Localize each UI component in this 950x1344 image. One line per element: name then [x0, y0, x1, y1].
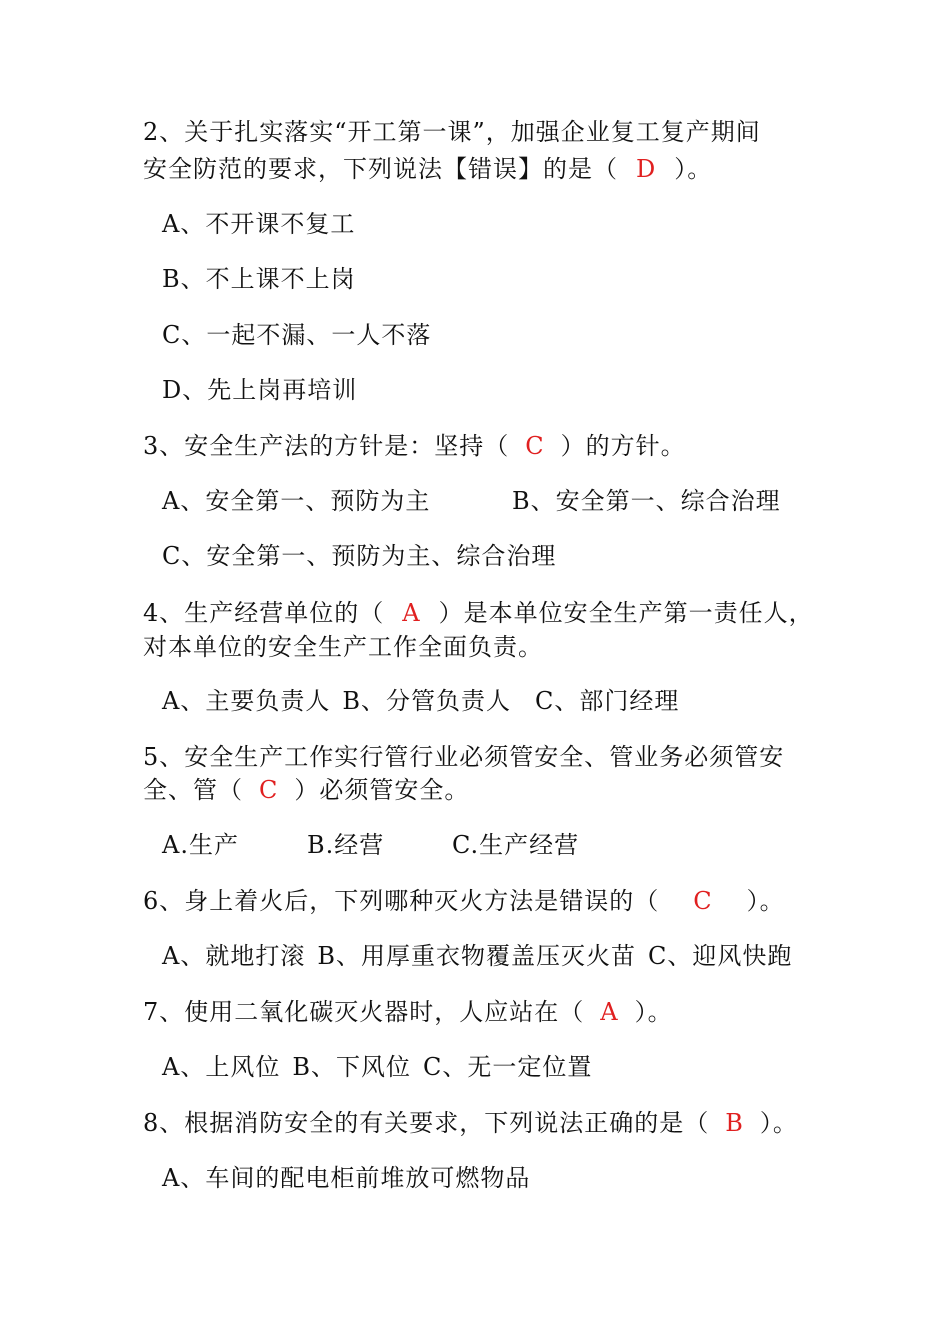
q2-stem-line-1: 2、关于扎实落实“开工第一课”，加强企业复工复产期间	[143, 118, 761, 146]
q3-option-c: C、安全第一、预防为主、综合治理	[162, 542, 557, 570]
q3-stem-after: ）的方针。	[560, 432, 686, 460]
q2-stem-end: ）。	[674, 155, 713, 183]
q4-option-b: B、分管负责人	[342, 687, 511, 715]
q5-option-a: A.生产	[162, 831, 239, 859]
q6-stem-after: ）。	[746, 887, 785, 915]
q4-stem-after: ）是本单位安全生产第一责任人，	[438, 599, 814, 627]
q7-stem-after: ）。	[634, 998, 673, 1026]
q7-options	[162, 1050, 592, 1084]
q8-stem	[143, 1106, 798, 1140]
q7-stem-before: 7、使用二氧化碳灭火器时，人应站在（	[143, 998, 585, 1026]
q6-option-b: B、用厚重衣物覆盖压灭火苗	[317, 942, 636, 970]
q4-options	[162, 684, 679, 718]
q6-answer: C	[693, 887, 713, 915]
q7-option-c: C、无一定位置	[422, 1053, 593, 1081]
q2-option-d: D、先上岗再培训	[162, 376, 358, 404]
q3-answer: C	[525, 432, 545, 460]
q5-stem-line-2	[143, 773, 469, 807]
q7-stem	[143, 995, 673, 1029]
q7-option-b: B、下风位	[292, 1053, 411, 1081]
q8-answer: B	[725, 1109, 744, 1137]
q4-option-a: A、主要负责人	[162, 687, 331, 715]
q4-option-c: C、部门经理	[534, 687, 680, 715]
q6-stem-before: 6、身上着火后，下列哪种灭火方法是错误的（	[143, 887, 660, 915]
q5-option-b: B.经营	[307, 831, 385, 859]
q5-stem-after: ）必须管安全。	[294, 776, 470, 804]
q7-option-a: A、上风位	[162, 1053, 281, 1081]
q2-stem-text: 安全防范的要求，下列说法【错误】的是（	[143, 155, 618, 183]
q5-stem-before: 全、管（	[143, 776, 243, 804]
q8-stem-before: 8、根据消防安全的有关要求，下列说法正确的是（	[143, 1109, 710, 1137]
q4-stem-line-2: 对本单位的安全生产工作全面负责。	[143, 633, 543, 661]
q2-option-b: B、不上课不上岗	[162, 265, 356, 293]
q6-option-c: C、迎风快跑	[647, 942, 793, 970]
q3-stem-before: 3、安全生产法的方针是：坚持（	[143, 432, 510, 460]
q4-stem-line-1	[143, 596, 814, 630]
q2-stem-line-2	[143, 152, 712, 186]
q8-option-a: A、车间的配电柜前堆放可燃物品	[162, 1164, 531, 1192]
q6-stem	[143, 884, 785, 918]
q7-answer: A	[600, 998, 619, 1026]
q5-answer: C	[259, 776, 279, 804]
q3-stem	[143, 429, 686, 463]
q3-option-b: B、安全第一、综合治理	[512, 487, 781, 515]
q5-option-c: C.生产经营	[452, 831, 580, 859]
q5-stem-line-1: 5、安全生产工作实行管行业必须管安全、管业务必须管安	[143, 743, 785, 771]
q4-stem-before: 4、生产经营单位的（	[143, 599, 385, 627]
q6-option-a: A、就地打滚	[162, 942, 306, 970]
q6-options	[162, 939, 792, 973]
q2-option-c: C、一起不漏、一人不落	[162, 321, 432, 349]
q2-option-a: A、不开课不复工	[162, 210, 356, 238]
q4-answer: A	[402, 599, 421, 627]
q2-answer: D	[636, 155, 657, 183]
q8-stem-after: ）。	[759, 1109, 798, 1137]
q3-option-a: A、安全第一、预防为主	[162, 487, 431, 515]
